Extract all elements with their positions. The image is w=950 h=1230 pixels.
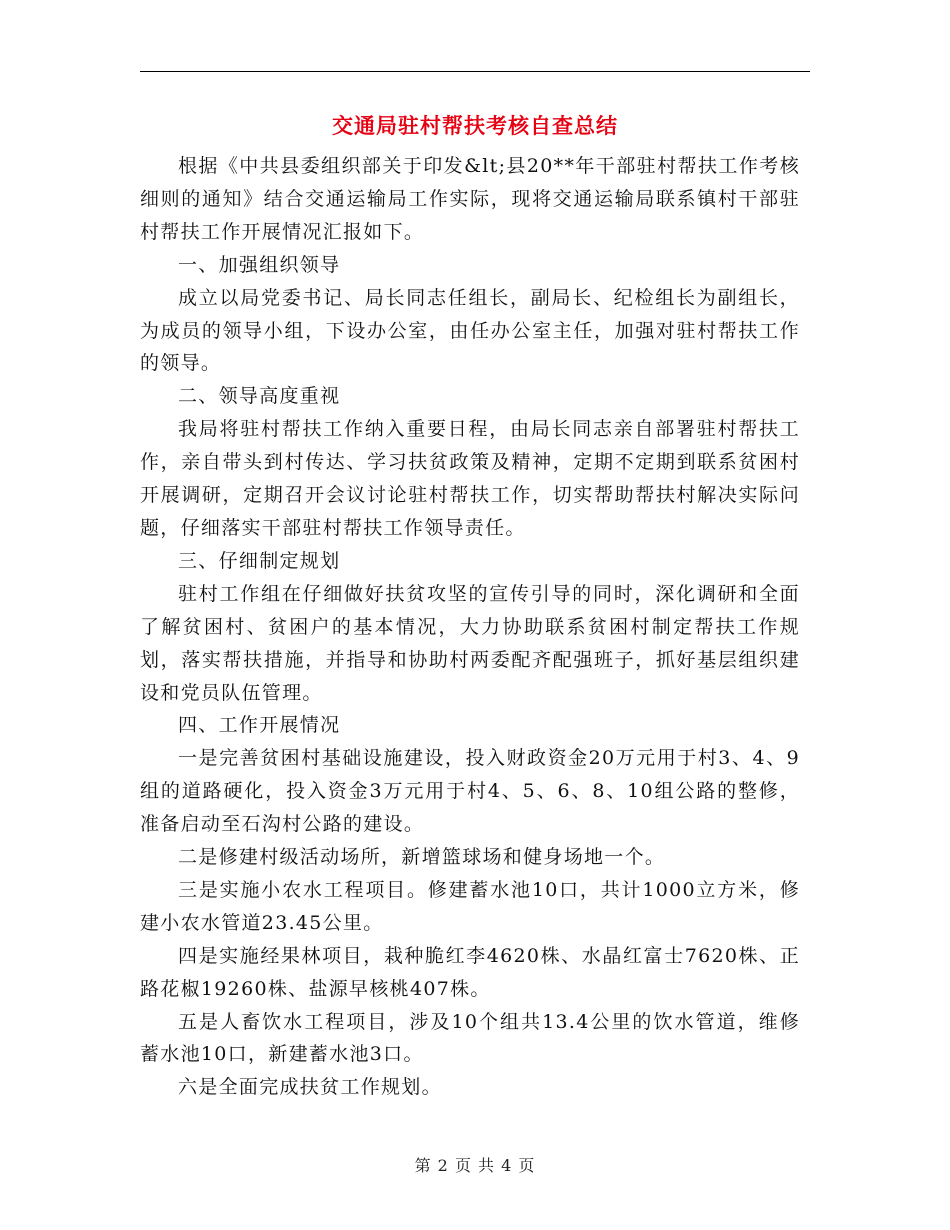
section-4-item-6: 六是全面完成扶贫工作规划。 [178,1076,442,1099]
section-heading-1: 一、加强组织领导 [178,253,341,276]
section-4-item-2: 二是修建村级活动场所，新增篮球场和健身场地一个。 [178,846,666,869]
section-1-paragraph: 成立以局党委书记、局长同志任组长，副局长、纪检组长为副组长，为成员的领导小组，下设办公室，由任办公室主任，加强对驻村帮扶工作的领导。 [140,286,800,375]
section-heading-3: 三、仔细制定规划 [178,549,341,572]
document-title: 交通局驻村帮扶考核自查总结 [332,114,618,138]
section-4-item-4: 四是实施经果林项目，栽种脆红李4620株、水晶红富士7620株、正路花椒19260株、盐源早核桃407株。 [140,944,800,1000]
section-heading-4: 四、工作开展情况 [178,714,341,737]
section-4-item-5: 五是人畜饮水工程项目，涉及10个组共13.4公里的饮水管道，维修蓄水池10口，新建蓄水池3口。 [140,1010,800,1066]
page-number-footer: 第 2 页 共 4 页 [414,1156,536,1175]
section-4-item-3: 三是实施小农水工程项目。修建蓄水池10口，共计1000立方米，修建小农水管道23.45公里。 [140,878,800,934]
section-4-item-1: 一是完善贫困村基础设施建设，投入财政资金20万元用于村3、4、9组的道路硬化，投入资金3万元用于村4、5、6、8、10组公路的整修，准备启动至石沟村公路的建设。 [140,747,800,836]
intro-paragraph: 根据《中共县委组织部关于印发&lt;县20**年干部驻村帮扶工作考核细则的通知》结合交通运输局工作实际，现将交通运输局联系镇村干部驻村帮扶工作开展情况汇报如下。 [140,155,800,243]
section-heading-2: 二、领导高度重视 [178,385,341,408]
document-body [140,150,800,1104]
section-2-paragraph: 我局将驻村帮扶工作纳入重要日程，由局长同志亲自部署驻村帮扶工作，亲自带头到村传达、学习扶贫政策及精神，定期不定期到联系贫困村开展调研，定期召开会议讨论驻村帮扶工作，切实帮助帮扶村解决实际问题，仔细落实干部驻村帮扶工作领导责任。 [140,418,800,539]
section-3-paragraph: 驻村工作组在仔细做好扶贫攻坚的宣传引导的同时，深化调研和全面了解贫困村、贫困户的基本情况，大力协助联系贫困村制定帮扶工作规划，落实帮扶措施，并指导和协助村两委配齐配强班子，抓好基层组织建设和党员队伍管理。 [140,582,800,704]
header-rule [140,71,810,72]
